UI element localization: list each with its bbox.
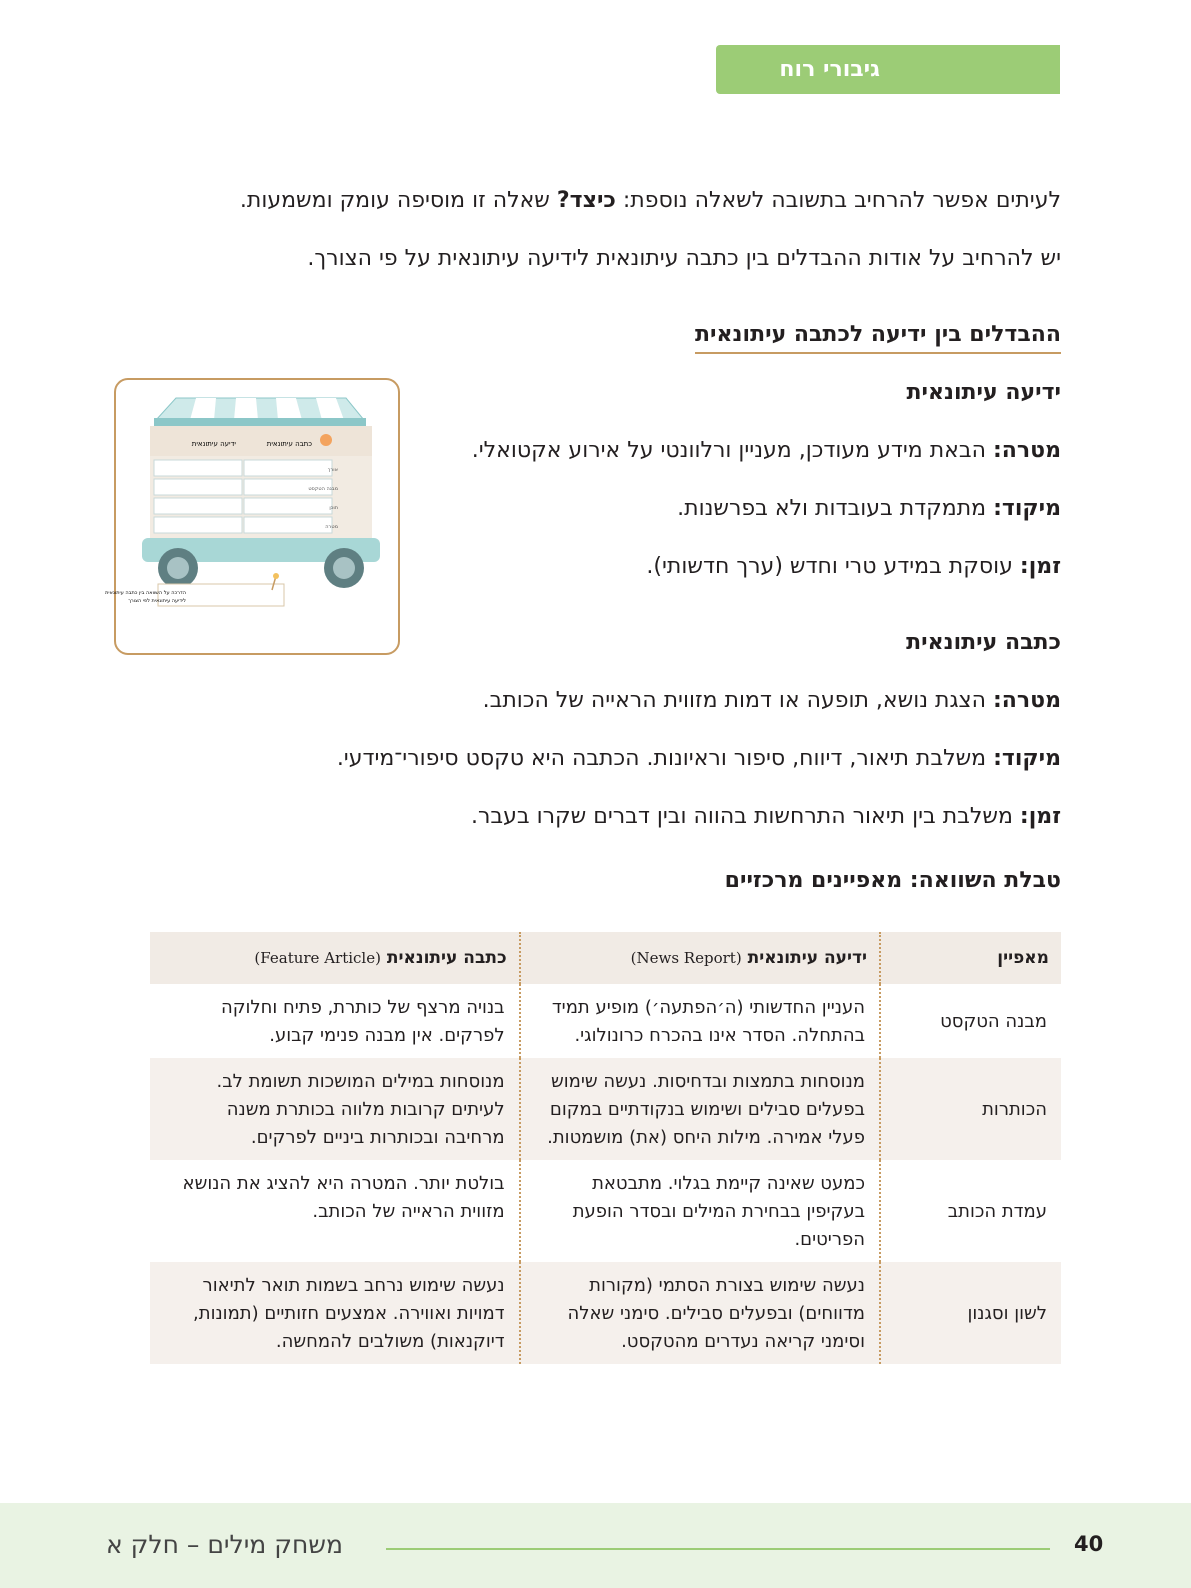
- page-number: 40: [1074, 1532, 1104, 1556]
- row-feature: מבנה הטקסט: [880, 984, 1061, 1058]
- feature-goal-label: מטרה:: [992, 688, 1061, 713]
- row-news: נעשה שימוש בצורת הסתמי (מקורות מדווחים) ובפעלים סבילים. סימני שאלה וסימני קריאה נעדרים מהטקסט.: [520, 1262, 880, 1364]
- table-row: [150, 984, 1061, 1058]
- chapter-tab: [716, 45, 1060, 94]
- feature-time-label: זמן:: [1019, 804, 1061, 829]
- thumb-col1: ידיעה עיתונאית: [191, 440, 236, 448]
- comparison-table: [150, 932, 1061, 1364]
- header-news: [520, 932, 880, 984]
- chapter-tab-label: גיבורי רוח: [779, 57, 880, 82]
- table-header-row: [150, 932, 1061, 984]
- footer-divider: [386, 1548, 1050, 1550]
- thumb-row-1: אורך: [327, 467, 338, 473]
- header-feature: מאפיין: [880, 932, 1061, 984]
- intro-text-a: לעיתים אפשר להרחיב בתשובה לשאלה נוספת:: [615, 188, 1061, 213]
- news-goal: [472, 436, 1061, 466]
- thumb-row-2: מבנה הטקסט: [308, 486, 338, 492]
- section-title: ההבדלים בין ידיעה לכתבה עיתונאית: [695, 320, 1061, 354]
- feature-focus-label: מיקוד:: [993, 746, 1061, 771]
- news-focus: [677, 494, 1061, 524]
- thumb-row-3: תוכן: [329, 505, 338, 511]
- row-feature: לשון וסגנון: [880, 1262, 1061, 1364]
- news-time: [646, 552, 1061, 582]
- thumb-row-4: מטרה: [325, 524, 338, 530]
- row-news: העניין החדשותי (ה׳הפתעה׳) מופיע תמיד בהתחלה. הסדר אינו בהכרח כרונולוגי.: [520, 984, 880, 1058]
- feature-time-text: משלבת בין תיאור התרחשות בהווה ובין דברים שקרו בעבר.: [471, 804, 1020, 829]
- intro-line-2: יש להרחיב על אודות ההבדלים בין כתבה עיתונאית לידיעה עיתונאית על פי הצורך.: [307, 246, 1061, 271]
- feature-goal-text: הצגת נושא, תופעה או דמות מזווית הראייה של הכותב.: [482, 688, 993, 713]
- row-article: בנויה מרצף של כותרת, פתיח וחלוקה לפרקים. אין מבנה פנימי קבוע.: [220, 997, 505, 1046]
- feature-focus-text: משלבת תיאור, דיווח, סיפור וראיונות. הכתבה היא טקסט סיפורי־מידעי.: [336, 746, 994, 771]
- table-row: [150, 1160, 1061, 1262]
- table-row: [150, 1058, 1061, 1160]
- news-goal-text: הבאת מידע מעודכן, מעניין ורלוונטי על אירוע אקטואלי.: [471, 438, 993, 463]
- header-article-en: (Feature Article): [254, 949, 381, 967]
- news-focus-label: מיקוד:: [993, 496, 1061, 521]
- intro-text-b: שאלה זו מוסיפה עומק ומשמעות.: [239, 188, 557, 213]
- thumb-caption-1: הדרכה על השוואה בין כתבה עיתונאית: [105, 590, 186, 596]
- header-article-he: כתבה עיתונאית: [386, 948, 507, 968]
- row-feature: עמדת הכותב: [880, 1160, 1061, 1262]
- row-news: מנוסחות בתמצות ובדחיסות. נעשה שימוש בפעלים סבילים ושימוש בנקודתיים במקום פעלי אמירה. מילות היחס (את) מושמטות.: [520, 1058, 880, 1160]
- news-heading: ידיעה עיתונאית: [906, 380, 1061, 405]
- food-cart-thumbnail: [105, 378, 400, 655]
- row-article: נעשה שימוש נרחב בשמות תואר לתיאור דמויות ואווירה. אמצעים חזותיים (תמונות, דיוקנאות) משולבים להמחשה.: [150, 1262, 520, 1364]
- table-title: טבלת השוואה: מאפיינים מרכזיים: [724, 868, 1061, 893]
- header-news-en: (News Report): [630, 949, 742, 967]
- book-title: משחק מילים – חלק א: [106, 1530, 343, 1559]
- row-feature: הכותרות: [880, 1058, 1061, 1160]
- header-news-he: ידיעה עיתונאית: [747, 948, 867, 968]
- news-focus-text: מתמקדת בעובדות ולא בפרשנות.: [677, 496, 994, 521]
- feature-focus: [337, 744, 1061, 774]
- row-article: מנוסחות במילים המושכות תשומת לב. לעיתים קרובות מלווה בכותרת משנה מרחיבה ובכותרות ביניים לפרקים.: [150, 1058, 520, 1160]
- feature-heading: כתבה עיתונאית: [906, 630, 1061, 655]
- thumb-caption-2: לידיעה עיתונאית לפי הצורך: [128, 598, 186, 604]
- thumb-col2: כתבה עיתונאית: [266, 440, 312, 448]
- row-article: בולטת יותר. המטרה היא להציג את הנושא מזווית הראייה של הכותב.: [182, 1173, 505, 1222]
- news-time-label: זמן:: [1019, 554, 1061, 579]
- table-row: [150, 1262, 1061, 1364]
- news-time-text: עוסקת במידע טרי וחדש (ערך חדשותי).: [646, 554, 1020, 579]
- header-article: [150, 932, 520, 984]
- intro-bold-how: כיצד?: [556, 188, 616, 213]
- news-goal-label: מטרה:: [992, 438, 1061, 463]
- feature-time: [471, 802, 1061, 832]
- row-news: כמעט שאינה קיימת בגלוי. מתבטאת בעקיפין בבחירת המילים ובסדר הופעת הפריטים.: [520, 1160, 880, 1262]
- food-cart-illustration: [105, 380, 398, 653]
- feature-goal: [483, 686, 1061, 716]
- intro-line-1: [240, 186, 1061, 216]
